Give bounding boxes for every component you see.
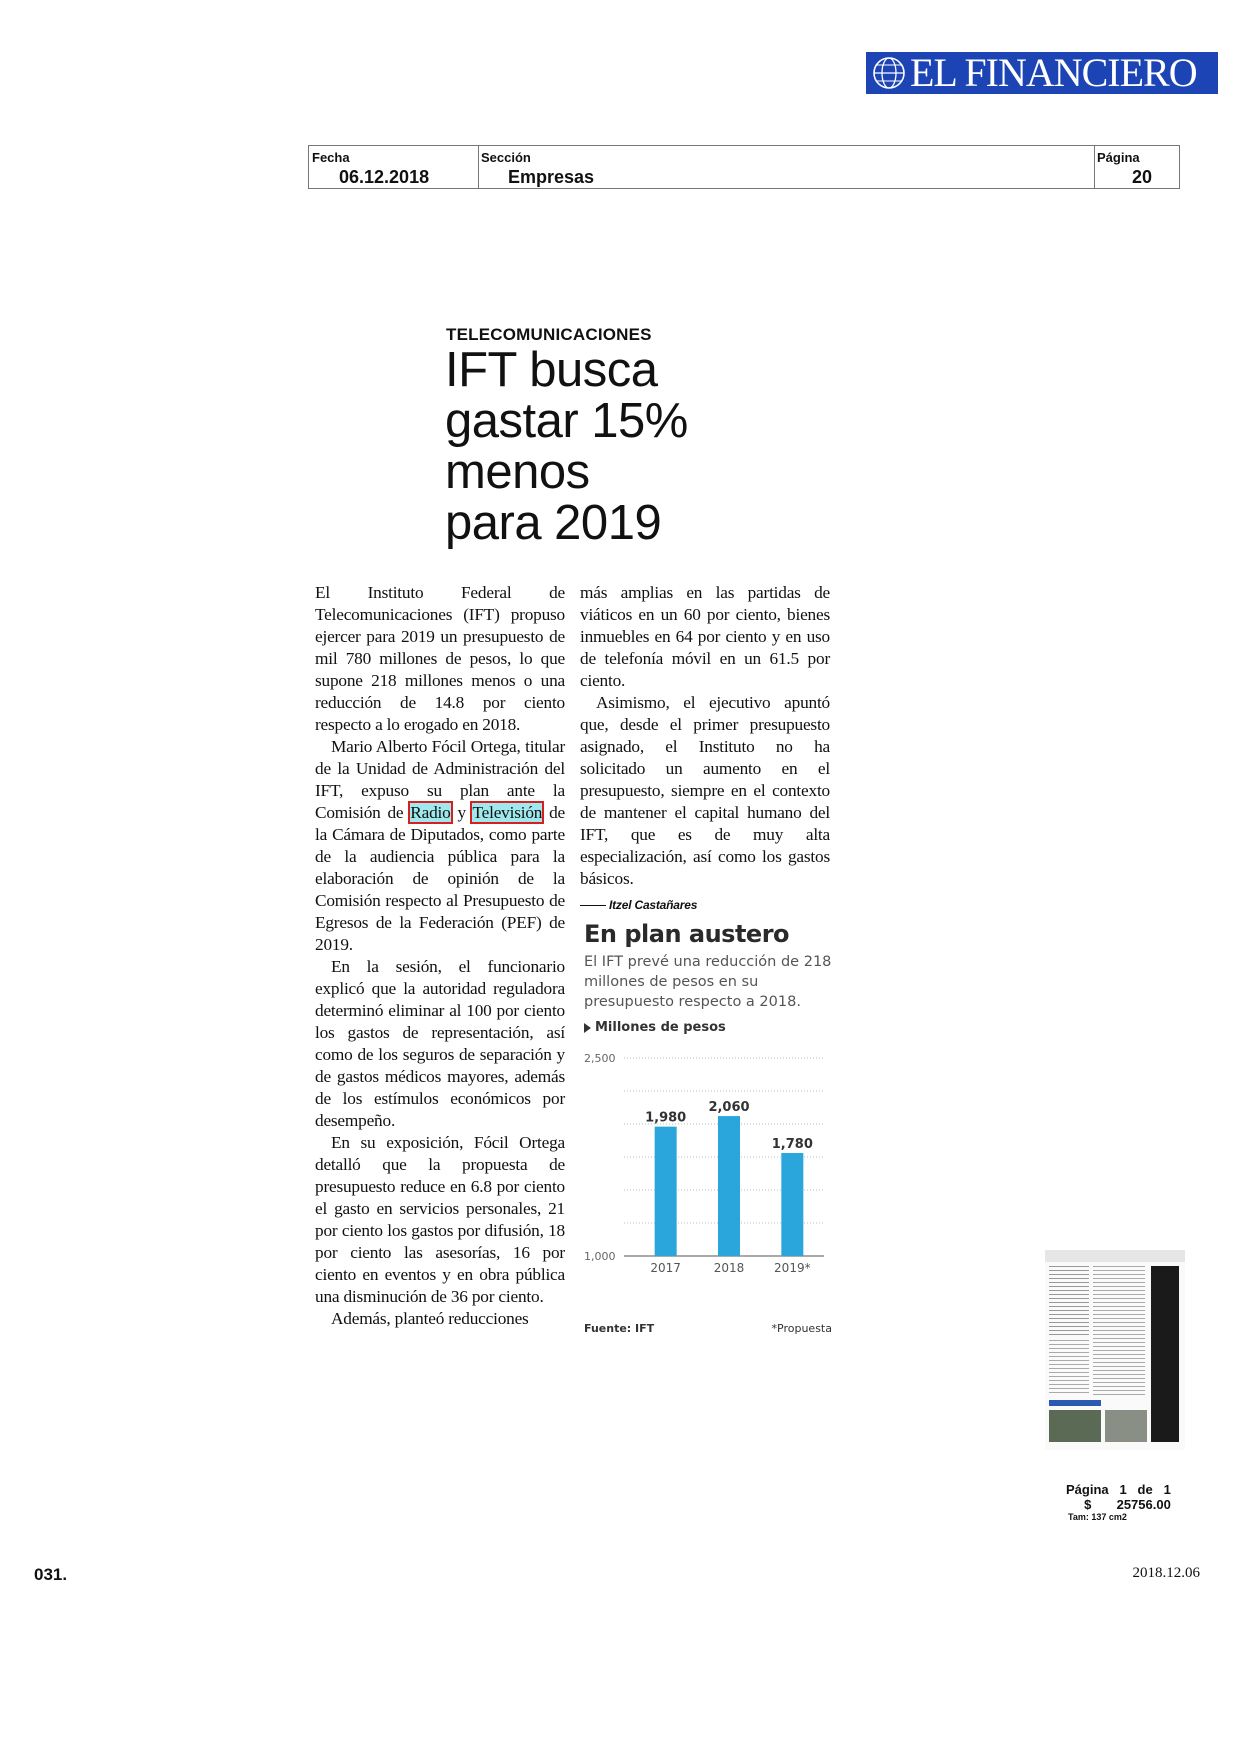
thumbnail-ad-bar — [1049, 1400, 1101, 1406]
page-count-row — [1066, 1482, 1196, 1497]
thumbnail-text-block — [1049, 1266, 1089, 1336]
byline-dash — [580, 905, 606, 906]
globe-icon — [872, 56, 906, 90]
paragraph — [315, 736, 565, 956]
footer-code: 031. — [34, 1565, 68, 1584]
footer-date: 2018.12.06 — [1132, 1565, 1200, 1581]
budget-bar-chart — [582, 918, 834, 1342]
currency-symbol: $ — [1084, 1497, 1092, 1512]
y-tick-label: 1,000 — [584, 1250, 616, 1263]
page-number: 1 — [1119, 1482, 1127, 1497]
seccion-value: Empresas — [508, 167, 595, 187]
fecha-value: 06.12.2018 — [339, 167, 430, 187]
chart-units-label: Millones de pesos — [595, 1020, 726, 1035]
chart-note: *Propuesta — [771, 1322, 832, 1335]
bar-value-label: 1,780 — [771, 1137, 813, 1153]
headline-line-4: para 2019 — [445, 496, 662, 550]
x-tick-label: 2017 — [650, 1261, 681, 1275]
page-total: 1 — [1163, 1482, 1171, 1497]
el-financiero-logo — [866, 52, 1218, 94]
page-info — [1066, 1482, 1196, 1522]
chart-source: Fuente: IFT — [584, 1322, 655, 1335]
paragraph: Además, planteó reducciones — [331, 1309, 529, 1328]
chart-units — [584, 1020, 726, 1035]
triangle-icon — [584, 1023, 591, 1033]
amount-row — [1066, 1497, 1196, 1512]
article-headline — [445, 345, 775, 549]
thumbnail-image — [1049, 1410, 1101, 1442]
paragraph: El Instituto Federal de Telecomunicaciones (IFT) propuso ejercer para 2019 un presupuesto de mil 780 millones de pesos, lo que supone 218 millones menos o una reducción de 14.8 por ciento respecto a lo erogado en 2018. — [315, 583, 565, 734]
thumbnail-text-block — [1049, 1340, 1089, 1396]
byline — [580, 894, 830, 916]
de-text: de — [1137, 1482, 1153, 1497]
fecha-label: Fecha — [312, 150, 350, 165]
size-text: Tam: 137 cm2 — [1068, 1512, 1127, 1522]
seccion-cell — [478, 146, 1095, 188]
pagina-text: Página — [1066, 1482, 1109, 1497]
paragraph: En la sesión, el funcionario explicó que la autoridad reguladora determinó eliminar al 100 por ciento los gastos de representación, así como de los seguros de separación y de gastos médicos mayores, además de los estímulos económicos por desempeño. — [315, 957, 565, 1130]
thumbnail-dark-column — [1151, 1266, 1179, 1442]
page-thumbnail — [1045, 1250, 1185, 1450]
thumbnail-text-block — [1093, 1266, 1145, 1396]
headline-line-2: gastar 15% — [445, 394, 688, 448]
article-column-2 — [580, 582, 830, 916]
byline-author: Itzel Castañares — [609, 898, 698, 912]
fecha-cell — [309, 146, 479, 188]
paragraph: En su exposición, Fócil Ortega detalló que la propuesta de presupuesto reduce en 6.8 por ciento el gasto en servicios personales, 21 por ciento los gastos por difusión, 18 por ciento las asesorías, 16 por ciento en eventos y en obra pública una disminución de 36 por ciento. — [315, 1133, 565, 1306]
thumbnail-header — [1045, 1250, 1185, 1262]
paragraph-text: y — [450, 803, 473, 822]
paragraph: más amplias en las partidas de viáticos en un 60 por ciento, bienes inmuebles en 64 por ciento y en uso de telefonía móvil en un 61.5 por ciento. — [580, 583, 830, 690]
seccion-label: Sección — [481, 150, 531, 165]
bar-value-label: 1,980 — [645, 1110, 687, 1126]
headline-line-1: IFT busca — [445, 343, 658, 397]
highlighted-term-radio: Radio — [410, 803, 451, 822]
bar-value-label: 2,060 — [708, 1100, 750, 1116]
chart-subtitle: El IFT prevé una reducción de 218 millones de pesos en su presupuesto respecto a 2018. — [584, 954, 832, 1010]
x-tick-label: 2019* — [774, 1261, 811, 1275]
logo-text: EL FINANCIERO — [910, 50, 1197, 95]
chart-title: En plan austero — [584, 920, 790, 948]
y-tick-label: 2,500 — [584, 1052, 616, 1065]
x-tick-label: 2018 — [713, 1261, 745, 1275]
pagina-cell — [1094, 146, 1180, 188]
thumbnail-image — [1105, 1410, 1147, 1442]
paragraph: Asimismo, el ejecutivo apuntó que, desde el primer presupuesto asignado, el Instituto no ha solicitado un aumento en el presupuesto, siempre en el contexto de mantener el capital humano del IFT, que es de muy alta especialización, así como los gastos básicos. — [580, 693, 830, 888]
paragraph-text: Mario Alberto Fócil Ortega, titular de la Unidad de Administración del IFT, expuso su plan ante la Comisión de — [315, 737, 565, 822]
article-kicker: TELECOMUNICACIONES — [446, 325, 652, 344]
bar — [781, 1153, 803, 1256]
pagina-value: 20 — [1131, 167, 1152, 187]
metadata-table — [308, 145, 1180, 189]
paragraph-text: de la Cámara de Diputados, como parte de la audiencia pública para la elaboración de opinión de la Comisión respecto al Presupuesto de Egresos de la Federación (PEF) de 2019. — [315, 803, 566, 954]
pagina-label: Página — [1097, 150, 1140, 165]
article-column-1 — [315, 582, 565, 1330]
bar — [718, 1116, 740, 1256]
headline-line-3: menos — [445, 445, 590, 499]
highlighted-term-television: Televisión — [472, 803, 543, 822]
bar — [655, 1127, 677, 1256]
amount-value: 25756.00 — [1116, 1497, 1171, 1512]
chart-plot — [582, 1038, 834, 1318]
